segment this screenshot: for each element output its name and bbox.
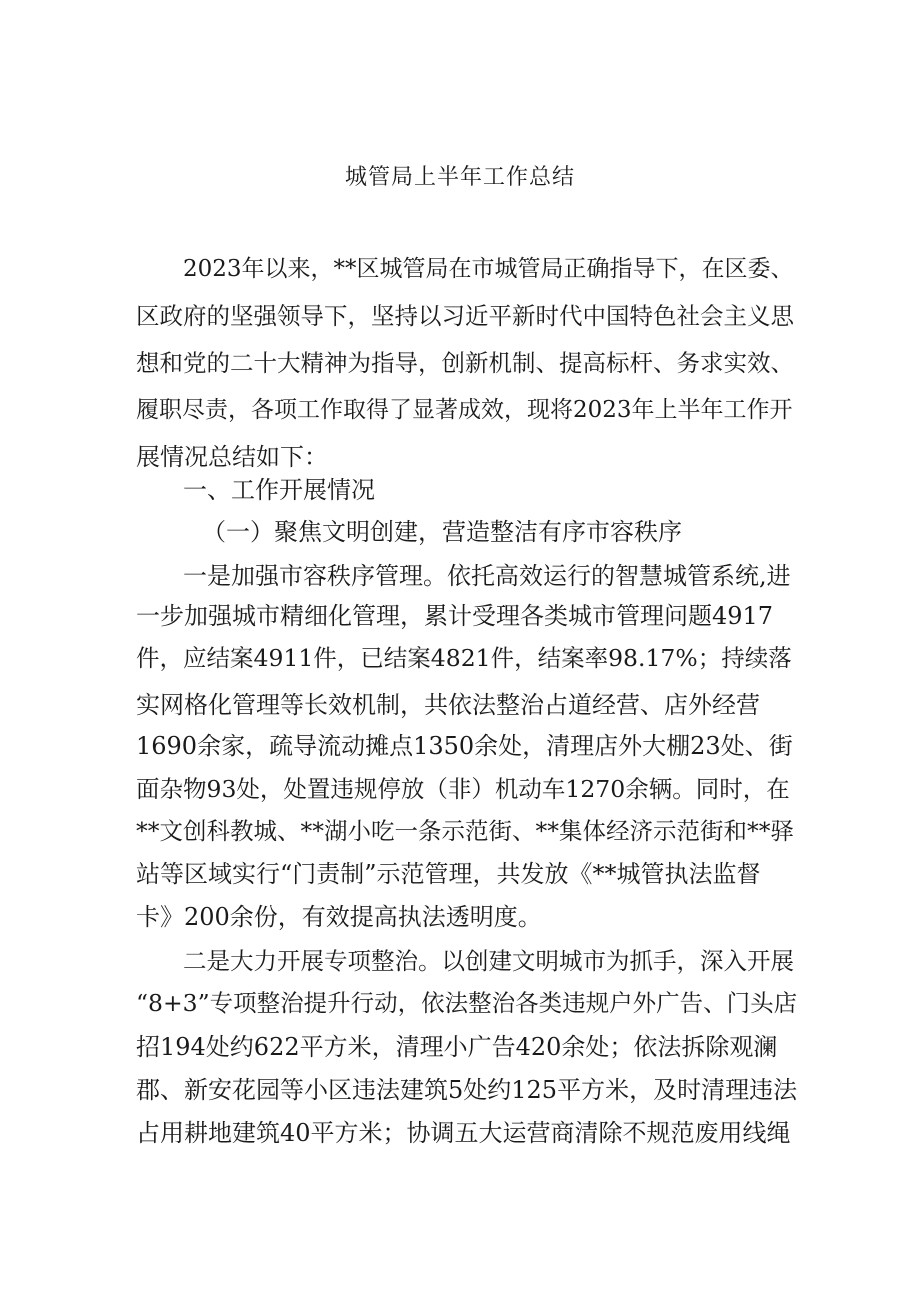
body-line: 二是大力开展专项整治。以创建文明城市为抓手，深入开展 [183,947,794,975]
body-line: 展情况总结如下： [136,443,328,471]
body-line: 面杂物93处，处置违规停放（非）机动车1270余辆。同时，在 [136,775,790,803]
body-line: 招194处约622平方米，清理小广告420余处；依法拆除观澜 [136,1033,778,1061]
section-heading: 一、工作开展情况 [183,476,375,504]
body-line: 履职尽责，各项工作取得了显著成效，现将2023年上半年工作开 [136,397,793,423]
body-line: 实网格化管理等长效机制，共依法整治占道经营、店外经营 [136,691,760,719]
body-line: 区政府的坚强领导下，坚持以习近平新时代中国特色社会主义思 [136,302,794,330]
body-line: 郡、新安花园等小区违法建筑5处约125平方米，及时清理违法 [136,1076,798,1104]
subsection-heading: （一）聚焦文明创建，营造整洁有序市容秩序 [202,518,682,546]
body-line: 想和党的二十大精神为指导，创新机制、提高标杆、务求实效、 [136,349,794,377]
body-line: 占用耕地建筑40平方米；协调五大运营商清除不规范废用线绳 [136,1119,791,1147]
body-line: 一是加强市容秩序管理。依托高效运行的智慧城管系统,进 [183,562,791,590]
body-line: 1690余家，疏导流动摊点1350余处，清理店外大棚23处、街 [136,732,793,760]
body-line: “8+3”专项整治提升行动，依法整治各类违规户外广告、门头店 [136,989,798,1017]
document-title: 城管局上半年工作总结 [344,165,575,190]
body-line: 站等区域实行“门责制”示范管理，共发放《**城管执法监督 [136,860,761,888]
body-line: **文创科教城、**湖小吃一条示范街、**集体经济示范街和**驿 [136,817,794,845]
body-line: 卡》200余份，有效提高执法透明度。 [136,903,542,931]
body-line: 2023年以来，**区城管局在市城管局正确指导下，在区委、 [183,256,794,282]
body-line: 件，应结案4911件，已结案4821件，结案率98.17%；持续落 [136,644,792,672]
body-line: 一步加强城市精细化管理，累计受理各类城市管理问题4917 [136,602,774,630]
